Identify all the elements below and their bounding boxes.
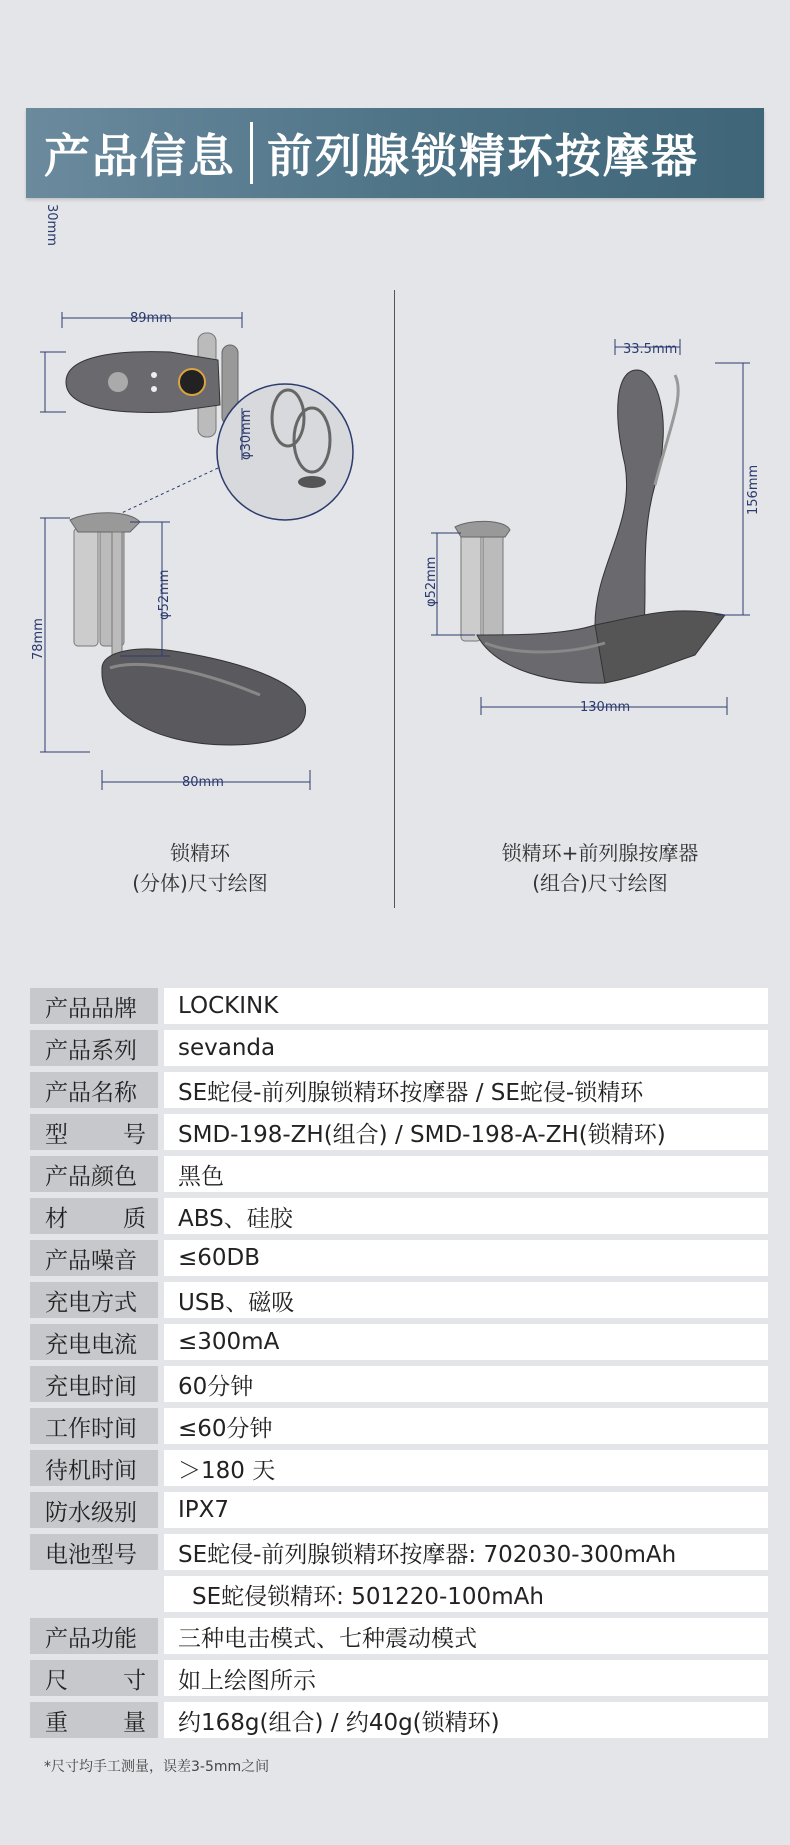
dim-top-width: 89mm [130, 311, 172, 326]
spec-label: 充电时间 [30, 1366, 158, 1402]
spec-value: 如上绘图所示 [164, 1660, 768, 1696]
spec-label: 电池型号 [30, 1534, 158, 1570]
spec-row-name [30, 1072, 768, 1108]
spec-label-char: 寸 [123, 1667, 146, 1694]
right-caption-line2: (组合)尺寸绘图 [532, 871, 668, 895]
spec-value: ≤60分钟 [164, 1408, 768, 1444]
banner-title-left: 产品信息 [44, 129, 236, 183]
spec-label: 待机时间 [30, 1450, 158, 1486]
right-caption-line1: 锁精环+前列腺按摩器 [501, 841, 699, 865]
spec-label-char: 号 [123, 1121, 146, 1148]
spec-value: IPX7 [164, 1492, 768, 1528]
spec-label-char: 尺 [45, 1667, 68, 1694]
spec-row-standby [30, 1450, 768, 1486]
dim-tip-width: 33.5mm [623, 342, 678, 357]
spec-value: SE蛇侵-前列腺锁精环按摩器: 702030-300mAh [164, 1534, 768, 1570]
spec-label-empty [30, 1576, 158, 1612]
spec-value: ≤60DB [164, 1240, 768, 1276]
spec-label-char: 量 [123, 1709, 146, 1736]
dim-combo-tube-diameter: φ52mm [424, 556, 439, 607]
spec-label: 产品功能 [30, 1618, 158, 1654]
spec-row-work-time [30, 1408, 768, 1444]
spec-row-waterproof [30, 1492, 768, 1528]
left-caption-line1: 锁精环 [170, 841, 230, 865]
spec-row-color [30, 1156, 768, 1192]
spec-row-size [30, 1660, 768, 1696]
spec-row-battery-2 [30, 1576, 768, 1612]
spec-label: 产品系列 [30, 1030, 158, 1066]
spec-row-brand [30, 988, 768, 1024]
right-dimension-drawing [415, 325, 775, 725]
spec-value: 三种电击模式、七种震动模式 [164, 1618, 768, 1654]
spec-value: SE蛇侵锁精环: 501220-100mAh [164, 1576, 768, 1612]
spec-label: 工作时间 [30, 1408, 158, 1444]
spec-row-material [30, 1198, 768, 1234]
spec-value: LOCKINK [164, 988, 768, 1024]
ring-side-view-illustration [70, 513, 306, 745]
left-caption [60, 838, 340, 898]
spec-value: SMD-198-ZH(组合) / SMD-198-A-ZH(锁精环) [164, 1114, 768, 1150]
spec-label: 产品噪音 [30, 1240, 158, 1276]
spec-label: 防水级别 [30, 1492, 158, 1528]
spec-label: 产品品牌 [30, 988, 158, 1024]
spec-row-model [30, 1114, 768, 1150]
spec-row-charge-method [30, 1282, 768, 1318]
banner-title-right: 前列腺锁精环按摩器 [267, 129, 699, 183]
spec-row-function [30, 1618, 768, 1654]
spec-label-char: 型 [45, 1121, 68, 1148]
spec-label: 产品颜色 [30, 1156, 158, 1192]
spec-label [30, 1660, 158, 1696]
spec-label-char: 质 [123, 1205, 146, 1232]
spec-label [30, 1114, 158, 1150]
dim-ring-diameter: φ30mm [239, 409, 254, 460]
spec-label: 充电方式 [30, 1282, 158, 1318]
dim-combo-height: 156mm [746, 464, 761, 515]
spec-row-charge-current [30, 1324, 768, 1360]
footnote: *尺寸均手工测量，误差3-5mm之间 [44, 1759, 270, 1775]
spec-value: USB、磁吸 [164, 1282, 768, 1318]
dim-combo-length: 130mm [580, 700, 631, 715]
ring-top-view-illustration [66, 333, 238, 437]
dim-total-height: 78mm [31, 618, 46, 660]
spec-row-series [30, 1030, 768, 1066]
spec-row-weight [30, 1702, 768, 1738]
spec-value: ＞180 天 [164, 1450, 768, 1486]
spec-value: sevanda [164, 1030, 768, 1066]
dim-tube-diameter: φ52mm [157, 569, 172, 620]
spec-value: ABS、硅胶 [164, 1198, 768, 1234]
spec-label-char: 材 [45, 1205, 68, 1232]
spec-label-char: 重 [45, 1709, 68, 1736]
spec-row-charge-time [30, 1366, 768, 1402]
spec-value: 约168g(组合) / 约40g(锁精环) [164, 1702, 768, 1738]
spec-value: SE蛇侵-前列腺锁精环按摩器 / SE蛇侵-锁精环 [164, 1072, 768, 1108]
spec-label [30, 1702, 158, 1738]
dim-top-height: 30mm [44, 204, 59, 246]
left-dimension-drawing [30, 204, 375, 800]
right-caption [440, 838, 760, 898]
spec-value: ≤300mA [164, 1324, 768, 1360]
dim-base-width: 80mm [182, 775, 224, 790]
spec-table [30, 988, 768, 1744]
spec-label: 充电电流 [30, 1324, 158, 1360]
combo-side-view-illustration [455, 370, 725, 683]
spec-value: 黑色 [164, 1156, 768, 1192]
spec-row-battery [30, 1534, 768, 1570]
spec-row-noise [30, 1240, 768, 1276]
left-caption-line2: (分体)尺寸绘图 [132, 871, 268, 895]
spec-value: 60分钟 [164, 1366, 768, 1402]
banner-separator [250, 122, 253, 184]
spec-label: 产品名称 [30, 1072, 158, 1108]
spec-label [30, 1198, 158, 1234]
diagram-divider [394, 290, 395, 908]
title-banner [26, 108, 764, 198]
